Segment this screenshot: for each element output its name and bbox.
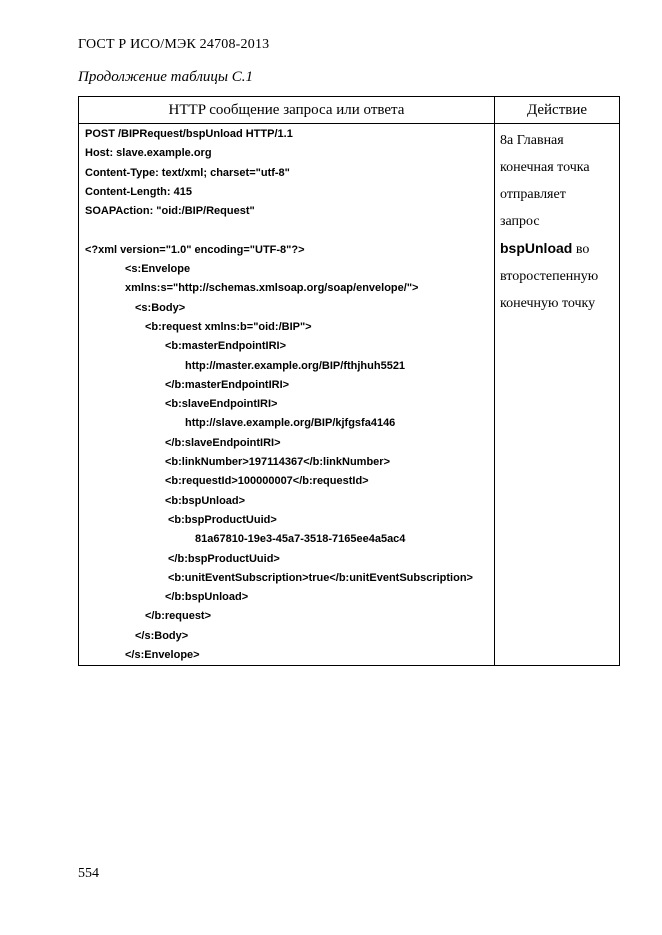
code-line: </b:bspProductUuid>	[168, 552, 280, 565]
http-message-cell	[79, 124, 495, 666]
action-line: запрос	[500, 214, 540, 229]
code-line: Host: slave.example.org	[85, 147, 212, 160]
code-line: <b:slaveEndpointIRI>	[165, 398, 278, 411]
code-line: </b:masterEndpointIRI>	[165, 378, 290, 391]
code-line: http://master.example.org/BIP/fthjhuh5521	[185, 359, 406, 372]
table-header-row	[79, 97, 620, 124]
code-line: 81a67810-19e3-45a7-3518-7165ee4a5ac4	[195, 533, 406, 546]
code-line: <b:bspUnload>	[165, 494, 246, 507]
table-caption: Продолжение таблицы С.1	[78, 69, 254, 85]
code-line: </b:bspUnload>	[165, 591, 249, 604]
code-line: <b:requestId>100000007</b:requestId>	[165, 475, 369, 488]
http-message-table	[78, 96, 620, 666]
action-line	[500, 235, 619, 263]
code-line: POST /BIPRequest/bspUnload HTTP/1.1	[85, 128, 293, 140]
code-line: <b:unitEventSubscription>true</b:unitEventSubscription>	[168, 571, 473, 584]
action-cell	[495, 124, 620, 666]
code-line: </b:request>	[145, 610, 212, 623]
code-line: Content-Type: text/xml; charset="utf-8"	[85, 166, 290, 179]
action-line: отправляет	[500, 187, 566, 202]
table-row	[79, 124, 620, 666]
column-header-http-message: HTTP сообщение запроса или ответа	[79, 97, 495, 124]
action-line: 8а Главная	[500, 133, 564, 148]
code-line: </s:Body>	[135, 629, 189, 642]
action-line: конечная точка	[500, 160, 590, 175]
code-line: <b:bspProductUuid>	[168, 513, 277, 526]
document-standard-header: ГОСТ Р ИСО/МЭК 24708-2013	[78, 37, 270, 52]
action-text	[495, 124, 619, 317]
code-line: <b:masterEndpointIRI>	[165, 340, 287, 353]
code-line: SOAPAction: "oid:/BIP/Request"	[85, 205, 255, 218]
code-line: http://slave.example.org/BIP/kjfgsfa4146	[185, 417, 396, 430]
code-line: <b:linkNumber>197114367</b:linkNumber>	[165, 456, 390, 469]
code-line: xmlns:s="http://schemas.xmlsoap.org/soap/envelope/">	[125, 282, 419, 295]
column-header-action: Действие	[495, 97, 620, 124]
action-keyword-suffix: во	[572, 242, 590, 257]
code-line: <b:request xmlns:b="oid:/BIP">	[145, 320, 312, 333]
code-line: </b:slaveEndpointIRI>	[165, 436, 281, 449]
action-keyword: bspUnload	[500, 240, 573, 256]
code-line: <s:Envelope	[125, 263, 191, 276]
code-line: </s:Envelope>	[125, 649, 200, 662]
page-number: 554	[78, 866, 99, 881]
code-line: <s:Body>	[135, 301, 186, 314]
action-line: конечную точку	[500, 296, 596, 311]
code-line: <?xml version="1.0" encoding="UTF-8"?>	[85, 243, 305, 256]
http-code-block	[79, 124, 494, 665]
action-line: второстепенную	[500, 269, 599, 284]
code-line: Content-Length: 415	[85, 185, 192, 198]
code-line	[85, 221, 494, 240]
